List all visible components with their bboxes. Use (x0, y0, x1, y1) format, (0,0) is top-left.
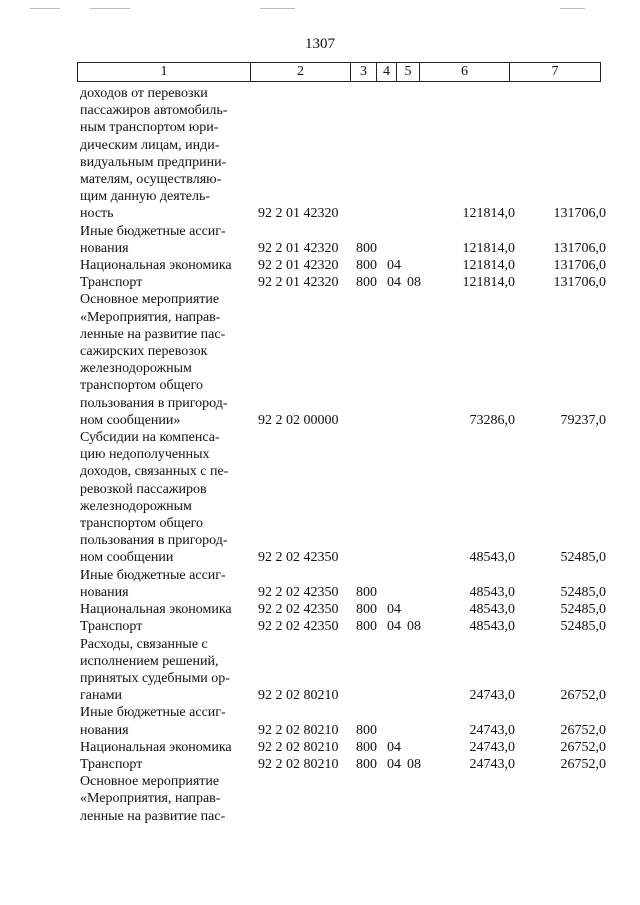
row-label (80, 704, 248, 738)
column-header-5: 5 (397, 63, 420, 82)
row-label-line: ном сообщении (80, 550, 174, 566)
amount-year-2: 26752,0 (560, 688, 606, 704)
row-label-line: Субсидии на компенса- (80, 430, 220, 446)
row-label (80, 739, 248, 756)
scan-artifact (30, 8, 60, 9)
amount-year-2: 131706,0 (553, 206, 606, 222)
amount-year-2: 26752,0 (560, 739, 606, 755)
expense-type: 800 (356, 584, 377, 600)
target-code: 92 2 01 42320 (258, 206, 339, 222)
row-label-line: сажирских перевозок (80, 344, 208, 360)
expense-type: 800 (356, 275, 377, 291)
row-label-line: Национальная экономика (80, 258, 232, 274)
row-label (80, 429, 248, 567)
row-label-line: Иные бюджетные ассиг- (80, 705, 226, 721)
target-code: 92 2 01 42320 (258, 275, 339, 291)
target-code: 92 2 02 80210 (258, 688, 339, 704)
column-header-row (78, 63, 601, 82)
table-row (0, 739, 640, 756)
row-label-line: «Мероприятия, направ- (80, 309, 221, 325)
row-label (80, 223, 248, 257)
table-row (0, 618, 640, 635)
target-code: 92 2 02 42350 (258, 550, 339, 566)
row-label-line: ность (80, 206, 114, 222)
table-row (0, 704, 640, 738)
table-row (0, 601, 640, 618)
row-label (80, 636, 248, 705)
row-label-line: Транспорт (80, 275, 143, 291)
amount-year-1: 24743,0 (469, 756, 515, 772)
table-row (0, 773, 640, 825)
row-label-line: цию недополученных (80, 447, 210, 463)
amount-year-2: 79237,0 (560, 412, 606, 428)
section-code: 04 (387, 602, 401, 618)
table-row (0, 567, 640, 601)
expense-type: 800 (356, 240, 377, 256)
row-label-line: ленные на развитие пас- (80, 808, 226, 824)
row-label (80, 257, 248, 274)
row-label (80, 85, 248, 223)
row-label-line: нования (80, 240, 129, 256)
row-label-line: ганами (80, 688, 123, 704)
column-header-7: 7 (510, 63, 601, 82)
row-label-line: «Мероприятия, направ- (80, 791, 221, 807)
amount-year-1: 24743,0 (469, 739, 515, 755)
amount-year-2: 52485,0 (560, 550, 606, 566)
column-header-1: 1 (78, 63, 251, 82)
row-label-line: щим данную деятель- (80, 189, 211, 205)
table-row (0, 223, 640, 257)
table-row (0, 85, 640, 223)
row-label-line: Национальная экономика (80, 602, 232, 618)
amount-year-2: 131706,0 (553, 258, 606, 274)
budget-table-body (0, 85, 640, 825)
amount-year-2: 26752,0 (560, 722, 606, 738)
amount-year-1: 48543,0 (469, 619, 515, 635)
amount-year-1: 73286,0 (469, 412, 515, 428)
row-label (80, 618, 248, 635)
row-label-line: Иные бюджетные ассиг- (80, 223, 226, 239)
target-code: 92 2 02 42350 (258, 602, 339, 618)
row-label-line: ном сообщении» (80, 412, 181, 428)
amount-year-1: 48543,0 (469, 550, 515, 566)
row-label (80, 567, 248, 601)
amount-year-2: 52485,0 (560, 619, 606, 635)
row-label (80, 291, 248, 429)
amount-year-2: 52485,0 (560, 584, 606, 600)
expense-type: 800 (356, 619, 377, 635)
table-row (0, 274, 640, 291)
row-label-line: Основное мероприятие (80, 292, 220, 308)
target-code: 92 2 02 00000 (258, 412, 339, 428)
amount-year-1: 24743,0 (469, 688, 515, 704)
amount-year-1: 48543,0 (469, 584, 515, 600)
row-label-line: Расходы, связанные с (80, 636, 208, 652)
expense-type: 800 (356, 756, 377, 772)
row-label (80, 601, 248, 618)
row-label-line: ленные на развитие пас- (80, 326, 226, 342)
row-label-line: нования (80, 722, 129, 738)
expense-type: 800 (356, 258, 377, 274)
subsection-code: 08 (407, 756, 421, 772)
amount-year-2: 26752,0 (560, 756, 606, 772)
row-label-line: ным транспортом юри- (80, 120, 219, 136)
row-label-line: доходов от перевозки (80, 86, 208, 101)
amount-year-1: 121814,0 (462, 275, 515, 291)
amount-year-1: 48543,0 (469, 602, 515, 618)
expense-type: 800 (356, 602, 377, 618)
row-label-line: пользования в пригород- (80, 395, 228, 411)
amount-year-2: 131706,0 (553, 275, 606, 291)
column-header-3: 3 (351, 63, 377, 82)
amount-year-1: 24743,0 (469, 722, 515, 738)
row-label-line: транспортом общего (80, 378, 204, 394)
subsection-code: 08 (407, 275, 421, 291)
amount-year-2: 131706,0 (553, 240, 606, 256)
row-label (80, 773, 248, 825)
row-label-line: принятых судебными ор- (80, 670, 230, 686)
row-label-line: дическим лицам, инди- (80, 137, 220, 153)
section-code: 04 (387, 756, 401, 772)
row-label-line: нования (80, 584, 129, 600)
row-label-line: Национальная экономика (80, 739, 232, 755)
section-code: 04 (387, 619, 401, 635)
row-label-line: Иные бюджетные ассиг- (80, 567, 226, 583)
scan-artifact (260, 8, 295, 9)
amount-year-1: 121814,0 (462, 258, 515, 274)
subsection-code: 08 (407, 619, 421, 635)
scan-artifact (90, 8, 130, 9)
amount-year-1: 121814,0 (462, 240, 515, 256)
row-label-line: пользования в пригород- (80, 533, 228, 549)
target-code: 92 2 02 80210 (258, 756, 339, 772)
table-row (0, 636, 640, 705)
row-label-line: видуальным предприни- (80, 154, 227, 170)
table-row (0, 257, 640, 274)
section-code: 04 (387, 258, 401, 274)
row-label-line: Основное мероприятие (80, 774, 220, 790)
row-label-line: пассажиров автомобиль- (80, 103, 228, 119)
row-label-line: транспортом общего (80, 516, 204, 532)
target-code: 92 2 02 42350 (258, 619, 339, 635)
target-code: 92 2 02 80210 (258, 739, 339, 755)
column-header-6: 6 (420, 63, 510, 82)
amount-year-1: 121814,0 (462, 206, 515, 222)
target-code: 92 2 01 42320 (258, 240, 339, 256)
row-label-line: ревозкой пассажиров (80, 481, 207, 497)
row-label-line: железнодорожным (80, 361, 192, 377)
page-number: 1307 (305, 36, 335, 52)
section-code: 04 (387, 739, 401, 755)
column-header-4: 4 (377, 63, 397, 82)
target-code: 92 2 02 80210 (258, 722, 339, 738)
section-code: 04 (387, 275, 401, 291)
row-label-line: исполнением решений, (80, 653, 219, 669)
table-row (0, 291, 640, 429)
row-label (80, 756, 248, 773)
target-code: 92 2 01 42320 (258, 258, 339, 274)
amount-year-2: 52485,0 (560, 602, 606, 618)
row-label-line: мателям, осуществляю- (80, 172, 222, 188)
target-code: 92 2 02 42350 (258, 584, 339, 600)
row-label-line: доходов, связанных с пе- (80, 464, 229, 480)
expense-type: 800 (356, 722, 377, 738)
scan-artifact (560, 8, 585, 9)
row-label-line: Транспорт (80, 619, 143, 635)
table-row (0, 429, 640, 567)
expense-type: 800 (356, 739, 377, 755)
column-header-table (77, 62, 601, 82)
column-header-2: 2 (251, 63, 351, 82)
table-row (0, 756, 640, 773)
row-label (80, 274, 248, 291)
row-label-line: железнодорожным (80, 498, 192, 514)
row-label-line: Транспорт (80, 756, 143, 772)
